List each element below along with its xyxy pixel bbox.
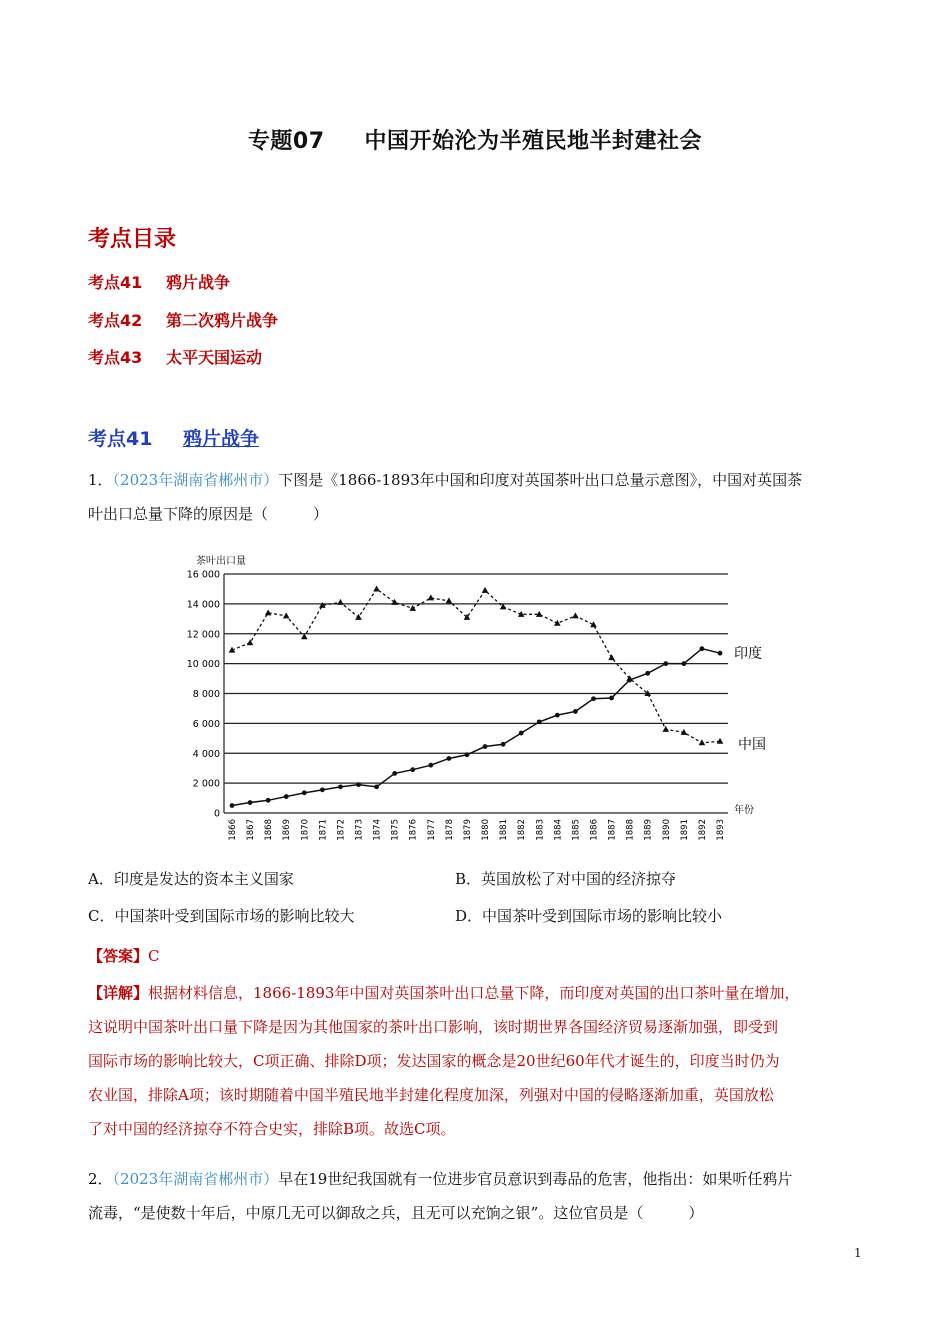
data-point — [717, 738, 724, 744]
y-tick-label: 6 000 — [192, 718, 220, 730]
data-point — [681, 661, 686, 666]
data-point — [718, 651, 723, 656]
q1-stem — [88, 463, 868, 531]
toc-item-label: 第二次鸦片战争 — [166, 311, 279, 330]
answer-tag: 【答案】 — [88, 947, 149, 965]
x-tick-label: 1882 — [517, 819, 528, 841]
toc-item-num: 考点43 — [88, 348, 143, 367]
page-title — [0, 124, 950, 155]
data-point — [662, 726, 669, 732]
data-point — [230, 803, 235, 808]
data-point — [482, 587, 489, 593]
y-tick-label: 0 — [213, 808, 220, 820]
data-point — [410, 767, 415, 772]
x-tick-label: 1879 — [462, 819, 473, 841]
x-tick-label: 1872 — [336, 819, 347, 841]
x-tick-label: 1875 — [390, 819, 401, 841]
chart-yticks — [187, 570, 220, 820]
data-point — [483, 744, 488, 749]
x-tick-label: 1889 — [643, 819, 654, 841]
data-point — [428, 594, 435, 600]
data-point — [465, 752, 470, 757]
toc-item-41[interactable] — [88, 270, 230, 293]
x-tick-label: 1887 — [607, 819, 618, 841]
q1-option-a[interactable]: A．印度是发达的资本主义国家 — [88, 870, 294, 888]
data-point — [320, 787, 325, 792]
q2-source: （2023年湖南省郴州市） — [112, 1170, 279, 1188]
q1-option-d[interactable]: D．中国茶叶受到国际市场的影响比较小 — [455, 907, 723, 925]
x-tick-label: 1892 — [697, 819, 708, 841]
x-tick-label: 1878 — [444, 819, 455, 841]
toc-item-num: 考点41 — [88, 273, 143, 292]
data-point — [572, 612, 579, 618]
data-point — [373, 585, 380, 591]
y-tick-label: 8 000 — [192, 689, 220, 700]
data-point — [356, 782, 361, 787]
x-tick-label: 1888 — [625, 819, 636, 841]
data-point — [699, 739, 706, 745]
toc-item-42[interactable] — [88, 308, 278, 331]
x-tick-label: 1873 — [354, 819, 365, 841]
q1-number: 1． — [88, 471, 113, 489]
toc-item-label: 太平天国运动 — [166, 348, 263, 367]
data-point — [663, 661, 668, 666]
detail-line: 农业国，排除A项；该时期随着中国半殖民地半封建化程度加深，列强对中国的侵略逐渐加重，英国放松 — [88, 1086, 774, 1104]
data-point — [608, 654, 615, 660]
data-point — [609, 696, 614, 701]
x-tick-label: 1874 — [372, 819, 383, 841]
x-tick-label: 1883 — [535, 819, 546, 841]
q2-stem-line: 早在19世纪我国就有一位进步官员意识到毒品的危害，他指出：如果听任鸦片 — [278, 1170, 793, 1188]
y-tick-label: 2 000 — [192, 778, 220, 790]
q1-stem-line: 叶出口总量下降的原因是（ ） — [88, 505, 329, 523]
x-tick-label: 1880 — [481, 819, 492, 841]
x-tick-label: 1867 — [246, 819, 257, 841]
data-point — [627, 678, 632, 683]
chart-series — [229, 585, 724, 807]
data-point — [573, 709, 578, 714]
series-label-china: 中国 — [738, 737, 766, 753]
x-tick-label: 1885 — [571, 819, 582, 841]
chart-ylabel: 茶叶出口量 — [196, 556, 246, 567]
y-tick-label: 14 000 — [186, 599, 220, 611]
q1-stem-line: 下图是《1866-1893年中国和印度对英国茶叶出口总量示意图》，中国对英国茶 — [278, 471, 803, 489]
x-tick-label: 1866 — [228, 819, 238, 841]
x-tick-label: 1884 — [553, 819, 564, 841]
data-point — [266, 798, 271, 803]
data-point — [338, 784, 343, 789]
data-point — [392, 771, 397, 776]
data-point — [374, 784, 379, 789]
q1-detail — [88, 976, 868, 1146]
data-point — [265, 609, 272, 615]
data-point — [501, 742, 506, 747]
series-label-india: 印度 — [734, 646, 762, 662]
y-tick-label: 12 000 — [186, 629, 220, 641]
data-point — [283, 612, 290, 618]
x-tick-label: 1890 — [661, 819, 672, 841]
detail-line: 国际市场的影响比较大，C项正确、排除D项；发达国家的概念是20世纪60年代才诞生的，印度当时仍为 — [88, 1052, 780, 1070]
q1-option-c[interactable]: C．中国茶叶受到国际市场的影响比较大 — [88, 907, 355, 925]
x-tick-label: 1877 — [426, 819, 437, 841]
answer-value: C — [148, 947, 160, 965]
y-tick-label: 4 000 — [192, 748, 220, 760]
x-tick-label: 1886 — [589, 819, 600, 841]
detail-line: 根据材料信息，1866-1893年中国对英国茶叶出口总量下降，而印度对英国的出口茶叶量在增加， — [148, 984, 800, 1002]
data-point — [519, 731, 524, 736]
series-line-0 — [232, 589, 720, 743]
data-point — [645, 671, 650, 676]
x-tick-label: 1870 — [300, 819, 311, 841]
data-point — [591, 696, 596, 701]
x-tick-label: 1869 — [282, 819, 293, 841]
q1-answer — [88, 939, 868, 973]
detail-line: 了对中国的经济掠夺不符合史实，排除B项。故选C项。 — [88, 1120, 456, 1138]
data-point — [555, 713, 560, 718]
data-point — [409, 605, 416, 611]
data-point — [446, 597, 453, 603]
q1-source: （2023年湖南省郴州市） — [112, 471, 279, 489]
data-point — [446, 756, 451, 761]
title-name: 中国开始沦为半殖民地半封建社会 — [364, 129, 703, 154]
data-point — [428, 763, 433, 768]
y-tick-label: 10 000 — [186, 659, 220, 671]
y-tick-label: 16 000 — [186, 569, 220, 581]
x-tick-label: 1876 — [408, 819, 419, 841]
toc-item-43[interactable] — [88, 345, 262, 368]
toc-item-label: 鸦片战争 — [166, 273, 231, 292]
detail-line: 这说明中国茶叶出口量下降是因为其他国家的茶叶出口影响，该时期世界各国经济贸易逐渐加强，即受到 — [88, 1018, 779, 1036]
toc-item-num: 考点42 — [88, 311, 143, 330]
section-num: 考点41 — [88, 428, 153, 450]
q2-stem-line: 流毒，“是使数十年后，中原几无可以御敌之兵，且无可以充饷之银”。这位官员是（ ） — [88, 1204, 704, 1222]
title-topic: 专题07 — [247, 129, 325, 154]
x-tick-label: 1871 — [318, 819, 329, 841]
page-number: 1 — [854, 1246, 862, 1260]
chart-xlabel: 年份 — [734, 805, 754, 816]
x-tick-label: 1868 — [264, 819, 275, 841]
tea-export-chart — [186, 550, 766, 850]
x-tick-label: 1881 — [499, 819, 510, 841]
data-point — [284, 794, 289, 799]
x-tick-label: 1893 — [716, 819, 726, 841]
chart-xticks — [228, 819, 726, 841]
data-point — [537, 719, 542, 724]
toc-heading: 考点目录 — [88, 227, 177, 252]
data-point — [302, 790, 307, 795]
section-heading[interactable] — [88, 424, 259, 451]
x-tick-label: 1891 — [679, 819, 690, 841]
detail-tag: 【详解】 — [88, 984, 149, 1002]
data-point — [337, 599, 344, 605]
q2-number: 2． — [88, 1170, 113, 1188]
data-point — [248, 800, 253, 805]
q2-stem — [88, 1162, 868, 1230]
data-point — [700, 646, 705, 651]
data-point — [391, 599, 398, 605]
section-label: 鸦片战争 — [183, 428, 260, 450]
chart-grid — [224, 574, 728, 813]
q1-option-b[interactable]: B．英国放松了对中国的经济掠夺 — [455, 870, 677, 888]
